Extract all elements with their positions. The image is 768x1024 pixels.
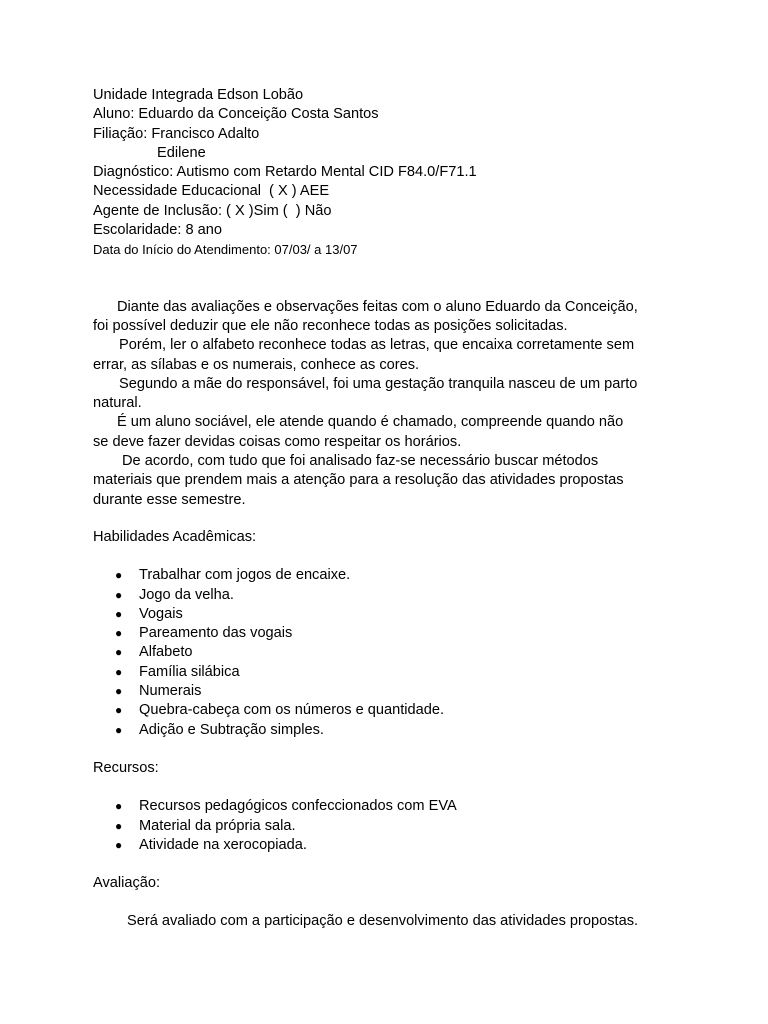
paragraph-5-line-3: durante esse semestre. [93, 491, 246, 508]
paragraph-4-line-2: se deve fazer devidas coisas como respeitar os horários. [93, 433, 462, 450]
evaluation-text: Será avaliado com a participação e desenvolvimento das atividades propostas. [127, 913, 639, 930]
paragraph-1-line-1: Diante das avaliações e observações feitas com o aluno Eduardo da Conceição, [117, 298, 638, 315]
paragraph-5-line-2: materiais que prendem mais a atenção para a resolução das atividades propostas [93, 472, 624, 489]
paragraph-5-line-1: De acordo, com tudo que foi analisado faz-se necessário buscar métodos [122, 453, 599, 470]
document-page [93, 86, 693, 932]
resources-heading: Recursos: [93, 759, 159, 776]
paragraph-1-line-2: foi possível deduzir que ele não reconhece todas as posições solicitadas. [93, 317, 568, 334]
inclusion-agent: Agente de Inclusão: ( X )Sim ( ) Não [93, 202, 332, 219]
body-text [93, 298, 693, 510]
list-item: ● Quebra-cabeça com os números e quantidade. [93, 701, 693, 720]
paragraph-4-line-1: É um aluno sociável, ele atende quando é chamado, compreende quando não [117, 414, 624, 431]
list-item: ● Numerais [93, 682, 693, 701]
paragraph-2-line-2: errar, as sílabas e os numerais, conhece as cores. [93, 356, 420, 373]
paragraph-3-line-2: natural. [93, 395, 142, 412]
list-item: ● Vogais [93, 605, 693, 624]
bullet-icon: ● [115, 645, 123, 660]
evaluation-heading: Avaliação: [93, 875, 161, 892]
bullet-icon: ● [115, 587, 123, 602]
paragraph-3-line-1: Segundo a mãe do responsável, foi uma gestação tranquila nasceu de um parto [119, 375, 638, 392]
schooling: Escolaridade: 8 ano [93, 222, 222, 239]
resources-list [93, 797, 693, 855]
bullet-icon: ● [115, 722, 123, 737]
bullet-icon: ● [115, 684, 123, 699]
list-item: ● Adição e Subtração simples. [93, 721, 693, 740]
bullet-icon: ● [115, 818, 123, 833]
diagnosis: Diagnóstico: Autismo com Retardo Mental CID F84.0/F71.1 [93, 164, 477, 181]
paragraph-2-line-1: Porém, ler o alfabeto reconhece todas as letras, que encaixa corretamente sem [119, 337, 635, 354]
list-item: ● Família silábica [93, 663, 693, 682]
school-name: Unidade Integrada Edson Lobão [93, 87, 304, 103]
bullet-icon: ● [115, 703, 123, 718]
list-item: ● Alfabeto [93, 643, 693, 662]
list-item: ● Pareamento das vogais [93, 624, 693, 643]
student-name: Aluno: Eduardo da Conceição Costa Santos [93, 106, 379, 123]
bullet-icon: ● [115, 626, 123, 641]
bullet-icon: ● [115, 606, 123, 621]
bullet-icon: ● [115, 799, 123, 814]
skills-list [93, 566, 693, 740]
bullet-icon: ● [115, 837, 123, 852]
skills-heading: Habilidades Acadêmicas: [93, 528, 257, 545]
start-date: Data do Início do Atendimento: 07/03/ a 13/07 [93, 242, 358, 258]
list-item: ● Trabalhar com jogos de encaixe. [93, 566, 693, 585]
list-item: ● Recursos pedagógicos confeccionados com EVA [93, 797, 693, 816]
list-item: ● Atividade na xerocopiada. [93, 836, 693, 855]
list-item: ● Material da própria sala. [93, 817, 693, 836]
bullet-icon: ● [115, 664, 123, 679]
bullet-icon: ● [115, 568, 123, 583]
parent-father: Filiação: Francisco Adalto [93, 125, 260, 142]
header-block [93, 86, 693, 260]
educational-need: Necessidade Educacional ( X ) AEE [93, 183, 330, 200]
list-item: ● Jogo da velha. [93, 586, 693, 605]
parent-mother: Edilene [157, 144, 206, 161]
